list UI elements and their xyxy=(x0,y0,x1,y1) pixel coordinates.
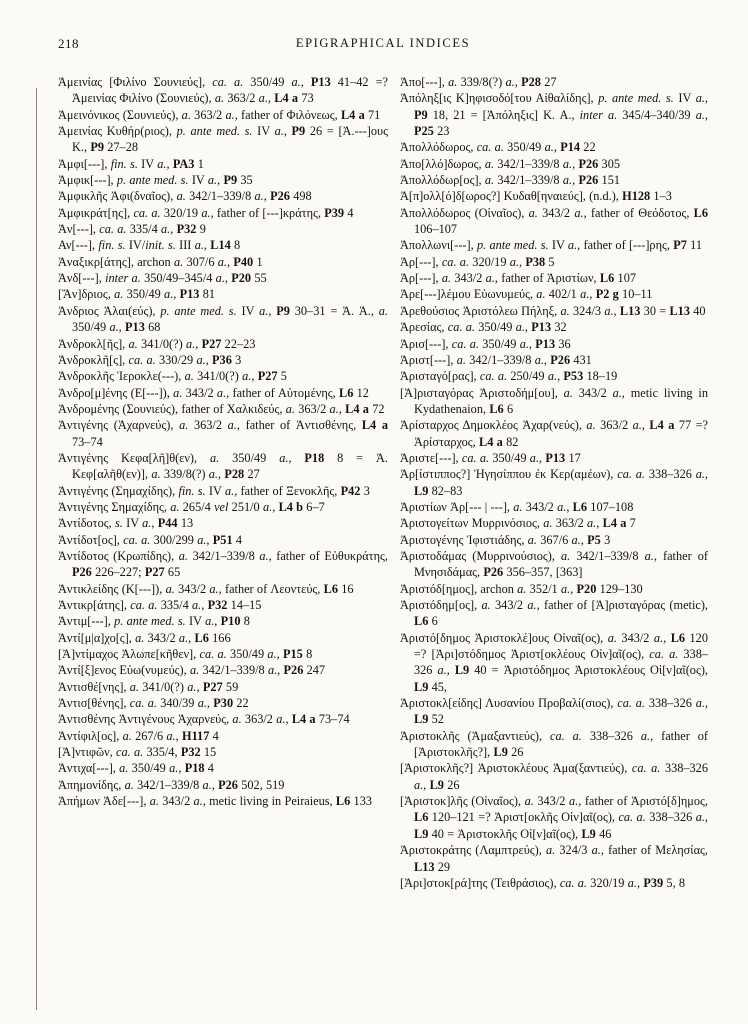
index-entry: [Ἀ]ρισταγόρας Ἀριστοδήμ[ου], a. 343/2 a., metic living in Kydathenaion, L6 6 xyxy=(400,385,708,416)
index-entry: Ἀ[π]ολλ[ό]δ[ωρος?] Κυδαθ[ηναιεύς], (n.d.), H128 1–3 xyxy=(400,189,672,204)
index-entry: Ἀπολλόδωρ[ος], a. 342/1–339/8 a., P26 151 xyxy=(400,173,620,188)
index-entry: Ἀριστόδ[ημος], archon a. 352/1 a., P20 129–130 xyxy=(400,581,643,596)
index-entry: Ἀριστοκλ[είδης] Λυσανίου Προβαλί(σιος), ca. a. 338–326 a., L9 52 xyxy=(400,696,709,727)
index-entry: Ἀντίδοτ[ος], ca. a. 300/299 a., P51 4 xyxy=(58,532,243,547)
index-entry: Ἀντισ[θένης], ca. a. 340/39 a., P30 22 xyxy=(58,696,249,711)
index-entry: Ἀντίδοτος (Κρωπίδης), a. 342/1–339/8 a., father of Εὐθυκράτης, P26 226–227; P27 65 xyxy=(58,548,388,580)
index-entry: Ἀντιγένης (Σημαχίδης), fin. s. IV a., father of Ξενοκλῆς, P42 3 xyxy=(58,483,370,498)
index-entry: Ἀρ[---], ca. a. 320/19 a., P38 5 xyxy=(400,254,555,269)
index-entry: Ἀντισθέ[νης], a. 341/0(?) a., P27 59 xyxy=(58,679,239,694)
index-entry: Ἀνδροκλῆς Ἱεροκλε(---), a. 341/0(?) a., P27 5 xyxy=(58,369,287,384)
index-entry: Ἀνδροκλ[ῆς], a. 341/0(?) a., P27 22–23 xyxy=(58,336,256,351)
index-entry: [Ἀριστοκ]λῆς (Οἰναῖος), a. 343/2 a., father of Ἀριστό[δ]ημος, L6 120–121 =? Ἀριστ[οκλῆς Οἰν]αῖ(ος), ca. a. 338–326 a., L9 40 = Ἀριστοκλῆς Οἰ[ν]αῖ(ος), L9 46 xyxy=(400,794,708,841)
index-entry: Ἀριστοκλῆς (Ἁμαξαντιεύς), ca. a. 338–326 a., father of [Ἀριστοκλῆς?], L9 26 xyxy=(400,728,709,760)
index-columns xyxy=(58,74,708,891)
index-entry: Ἀνδρομένης (Σουνιεύς), father of Χαλκιδεύς, a. 363/2 a., L4 a 72 xyxy=(58,401,385,416)
scan-edge-line xyxy=(36,88,37,1010)
index-entry: Ἀριστε[---], ca. a. 350/49 a., P13 17 xyxy=(400,450,581,465)
index-entry: Ἀμφικ[---], p. ante med. s. IV a., P9 35 xyxy=(58,173,253,188)
index-entry: Ἀντί[ξ]ενος Εὐω(νυμεύς), a. 342/1–339/8 a., P26 247 xyxy=(58,663,326,678)
index-entry: Ἀναξικρ[άτης], archon a. 307/6 a., P40 1 xyxy=(58,254,263,269)
index-entry: Ἀρε[---]λέμου Εὐωνυμεύς, a. 402/1 a., P2 g 10–11 xyxy=(400,287,653,302)
index-entry: Ἀρεσίας, ca. a. 350/49 a., P13 32 xyxy=(400,320,567,335)
index-entry: Ἀμεινίας Κυθήρ(ριος), p. ante med. s. IV a., P9 26 = [Ἀ.---]ους Κ., P9 27–28 xyxy=(58,124,388,155)
index-entry: Ἀρισταγό[ρας], ca. a. 250/49 a., P53 18–19 xyxy=(400,369,618,384)
index-entry: Ἀνδρο[μ]ένης (Ε[---]), a. 343/2 a., father of Αὐτομένης, L6 12 xyxy=(58,385,369,400)
index-entry: [Ἄν]δριος, a. 350/49 a., P13 81 xyxy=(58,287,216,302)
index-entry: Ἀν[---], ca. a. 335/4 a., P32 9 xyxy=(58,222,206,237)
index-entry: Ἀνδ[---], inter a. 350/49–345/4 a., P20 55 xyxy=(58,271,267,286)
index-entry: Ἀντί[μ|α]χο[ς], a. 343/2 a., L6 166 xyxy=(58,630,231,645)
page-header xyxy=(58,36,708,60)
index-entry: Ἀμεινίας [Φιλίνο Σουνιεύς], ca. a. 350/49 a., P13 41–42 =? Ἀμεινίας Φιλίνο (Σουνιεύς), a. 363/2 a., L4 a 73 xyxy=(58,75,388,106)
index-entry: Ἀρεθούσιος Ἀριστόλεω Πήληξ, a. 324/3 a., L13 30 = L13 40 xyxy=(400,303,706,318)
index-entry: Ἀπο[λλό]δωρος, a. 342/1–339/8 a., P26 305 xyxy=(400,156,620,171)
index-entry: Ἀμφικράτ[ης], ca. a. 320/19 a., father of [---]κράτης, P39 4 xyxy=(58,205,354,220)
index-entry: Ἀπολλόδωρος, ca. a. 350/49 a., P14 22 xyxy=(400,140,596,155)
index-entry: Ἀπολλωνι[---], p. ante med. s. IV a., father of [---]ρης, P7 11 xyxy=(400,238,703,253)
index-entry: [Ἀ]ντίμαχος Ἀλωπε[κῆθεν], ca. a. 350/49 a., P15 8 xyxy=(58,647,313,662)
index-entry: Ἀριστ[---], a. 342/1–339/8 a., P26 431 xyxy=(400,352,592,367)
index-column-right xyxy=(400,74,708,891)
index-entry: Ἀριστίων Ἀρ[--- | ---], a. 343/2 a., L6 107–108 xyxy=(400,499,634,514)
index-entry: Ἀντικρ[άτης], ca. a. 335/4 a., P32 14–15 xyxy=(58,598,262,612)
index-entry: Ἀμφι[---], fin. s. IV a., PA3 1 xyxy=(58,156,204,171)
index-entry: [Ἀ]ντιφῶν, ca. a. 335/4, P32 15 xyxy=(58,745,217,760)
index-entry: Ἀντιγένης Κεφα[λῆ]θ(εν), a. 350/49 a., P18 8 = Ἀ. Κεφ[αλῆθ(εν)], a. 339/8(?) a., P28 27 xyxy=(58,450,388,482)
index-entry: Ἀριστοκράτης (Λαμπτρεύς), a. 324/3 a., father of Μελησίας, L13 29 xyxy=(400,843,709,874)
index-entry: Αν[---], fin. s. IV/init. s. III a., L14 8 xyxy=(58,238,241,253)
index-entry: Ἀρισ[---], ca. a. 350/49 a., P13 36 xyxy=(400,336,571,351)
index-entry: Ἀριστογένης Ἰφιστιάδης, a. 367/6 a., P5 3 xyxy=(400,532,611,547)
index-entry: Ἀπήμων Ἀδε[---], a. 343/2 a., metic living in Peiraieus, L6 133 xyxy=(58,794,372,809)
index-entry: Ἀριστόδημ[ος], a. 343/2 a., father of [Ἀ]ρισταγόρας (metic), L6 6 xyxy=(400,598,708,629)
index-entry: Ἀρ[---], a. 343/2 a., father of Ἀριστίων, L6 107 xyxy=(400,271,636,286)
index-column-left xyxy=(58,74,388,891)
index-entry: Ἀντίδοτος, s. IV a., P44 13 xyxy=(58,516,194,531)
index-entry: Ἀντιγένης (Ἀχαρνεύς), a. 363/2 a., father of Ἀντισθένης, L4 a 73–74 xyxy=(58,418,389,449)
index-entry: Ἀντικλείδης (Κ[---]), a. 343/2 a., father of Λεοντεύς, L6 16 xyxy=(58,581,354,596)
page-number: 218 xyxy=(58,36,79,51)
index-entry: Ἀντισθένης Ἀντιγένους Ἀχαρνεύς, a. 363/2 a., L4 a 73–74 xyxy=(58,712,350,727)
index-entry: [Ἀριστοκλῆς?] Ἀριστοκλέους Ἁμα(ξαντιεύς), ca. a. 338–326 a., L9 26 xyxy=(400,761,708,792)
index-entry: Ἀπημονίδης, a. 342/1–339/8 a., P26 502, 519 xyxy=(58,777,285,792)
page-content xyxy=(58,36,708,891)
index-entry: [Ἀρι]στοκ[ρά]της (Τειθράσιος), ca. a. 320/19 a., P39 5, 8 xyxy=(400,875,686,890)
index-entry: Ἀριστογείτων Μυρρινόσιος, a. 363/2 a., L4 a 7 xyxy=(400,516,636,531)
index-entry: Ἀμφικλῆς Ἀφι(δναῖος), a. 342/1–339/8 a., P26 498 xyxy=(58,189,312,204)
index-entry: Ἀπόληξ[ις Κ]ηφισοδό[του Αἰθαλίδης], p. ante med. s. IV a., P9 18, 21 = [Ἀπόληξις] Κ. Α., inter a. 345/4–340/39 a., P25 23 xyxy=(400,91,708,139)
index-entry: Ἀνδριος Ἁλαι(εύς), p. ante med. s. IV a., P9 30–31 = Ἀ. Ἀ., a. 350/49 a., P13 68 xyxy=(58,303,388,335)
index-entry: Ἀντιγένης Σημαχίδης, a. 265/4 vel 251/0 a., L4 b 6–7 xyxy=(58,499,325,514)
index-entry: Ἀντιμ[---], p. ante med. s. IV a., P10 8 xyxy=(58,614,250,629)
index-entry: Ἀντιχα[---], a. 350/49 a., P18 4 xyxy=(58,761,214,776)
index-entry: Ἀνδροκλῆ[ς], ca. a. 330/29 a., P36 3 xyxy=(58,352,242,367)
index-entry: Ἀριστοδάμας (Μυρρινούσιος), a. 342/1–339/8 a., father of Μνησιδάμας, P26 356–357, [363] xyxy=(400,548,709,580)
index-entry: Ἀντίφιλ[ος], a. 267/6 a., H117 4 xyxy=(58,728,219,743)
index-entry: Ἀρ[ίστιππος?] Ἡγησίππου ἐκ Κερ(αμέων), ca. a. 338–326 a., L9 82–83 xyxy=(400,467,708,498)
index-entry: Ἀρίσταρχος Δημοκλέος Ἀχαρ(νεύς), a. 363/2 a., L4 a 77 =? Ἀρίσταρχος, L4 a 82 xyxy=(400,418,708,449)
index-entry: Ἀπο[---], a. 339/8(?) a., P28 27 xyxy=(400,75,557,89)
index-entry: Ἀριστό[δημος Ἀριστοκλέ]ους Οἰναῖ(ος), a. 343/2 a., L6 120 =? [Ἀρι]στόδημος Ἀριστ[οκλέους Οἰν]αῖ(ος), ca. a. 338–326 a., L9 40 = Ἀριστόδημος Ἀριστοκλέους Οἰ[ν]αῖ(ος), L9 45, xyxy=(400,630,708,694)
index-entry: Ἀμεινόνικος (Σουνιεύς), a. 363/2 a., father of Φιλόνεως, L4 a 71 xyxy=(58,107,381,122)
page-title: EPIGRAPHICAL INDICES xyxy=(295,36,471,50)
index-entry: Ἀπολλόδωρος (Οἰναῖος), a. 343/2 a., father of Θεόδοτος, L6 106–107 xyxy=(400,205,709,237)
